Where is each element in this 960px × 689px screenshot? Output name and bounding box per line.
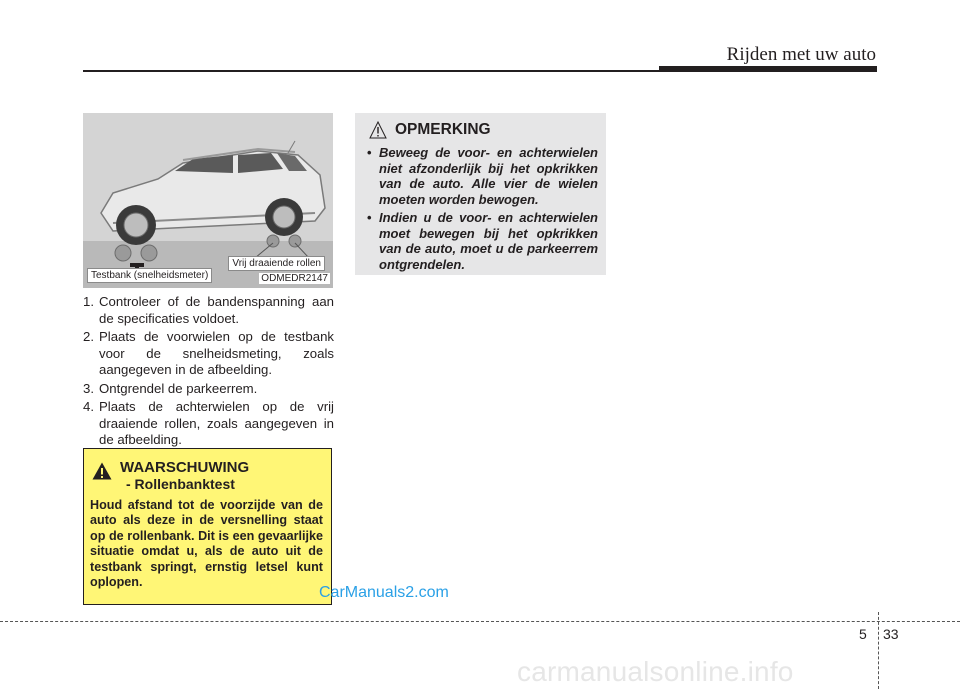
note-title: OPMERKING [395,121,491,138]
note-item [363,145,598,207]
site-watermark: carmanualsonline.info [517,656,794,687]
warning-title: WAARSCHUWING [120,459,250,476]
step-text: Plaats de voorwielen op de testbank voor de snelheidsmeting, zoals aangegeven in de afbeelding. [99,329,334,377]
footer-divider [878,612,879,689]
figure-label-free-rollers: Vrij draaiende rollen [228,256,325,271]
note-box [355,113,606,275]
step-number: 2. [83,329,94,344]
caution-outline-icon [369,121,387,139]
footer-rule [0,621,960,622]
warning-subtitle: - Rollenbanktest [126,476,235,492]
step-text: Controleer of de bandenspanning aan de specificaties voldoet. [99,294,334,326]
note-text: Indien u de voor- en achterwielen moet bewegen bij het opkrikken van de auto, moet u de parkeerrem ontgrendelen. [379,210,598,272]
header-rule [83,70,659,72]
step-text: Ontgrendel de parkeerrem. [99,380,258,396]
step-item [83,329,334,379]
chapter-number: 5 [859,626,867,642]
figure-label-speed-bench: Testbank (snelheidsmeter) [87,268,212,283]
bullet-icon: • [367,210,372,225]
step-text: Plaats de achterwielen op de vrij draaiende rollen, zoals aangegeven in de afbeelding. [99,399,334,447]
warning-box [83,448,332,605]
step-item [83,399,334,449]
note-text: Beweeg de voor- en achterwielen niet afzonderlijk bij het opkrikken van de auto. Alle vier de wielen moeten worden bewogen. [379,145,598,207]
note-item [363,210,598,272]
page-number: 33 [883,626,899,642]
figure-code: ODMEDR2147 [261,273,328,284]
step-item [83,381,334,398]
step-number: 3. [83,380,94,396]
step-number: 4. [83,399,94,414]
procedure-steps [83,294,334,451]
warning-body: Houd afstand tot de voorzijde van de auto als deze in de versnelling staat op de rollenbank. Dit is een gevaarlijke situatie omdat u, als de auto uit de testbank springt, ernstig letsel kunt oplopen. [90,498,323,590]
watermark-link[interactable]: CarManuals2.com [319,584,449,601]
dynamometer-figure [83,113,333,288]
warning-triangle-icon [92,462,112,480]
header-rule-thick [659,66,877,72]
step-item [83,294,334,327]
running-header: Rijden met uw auto [726,44,876,65]
step-number: 1. [83,294,94,309]
bullet-icon: • [367,145,372,160]
